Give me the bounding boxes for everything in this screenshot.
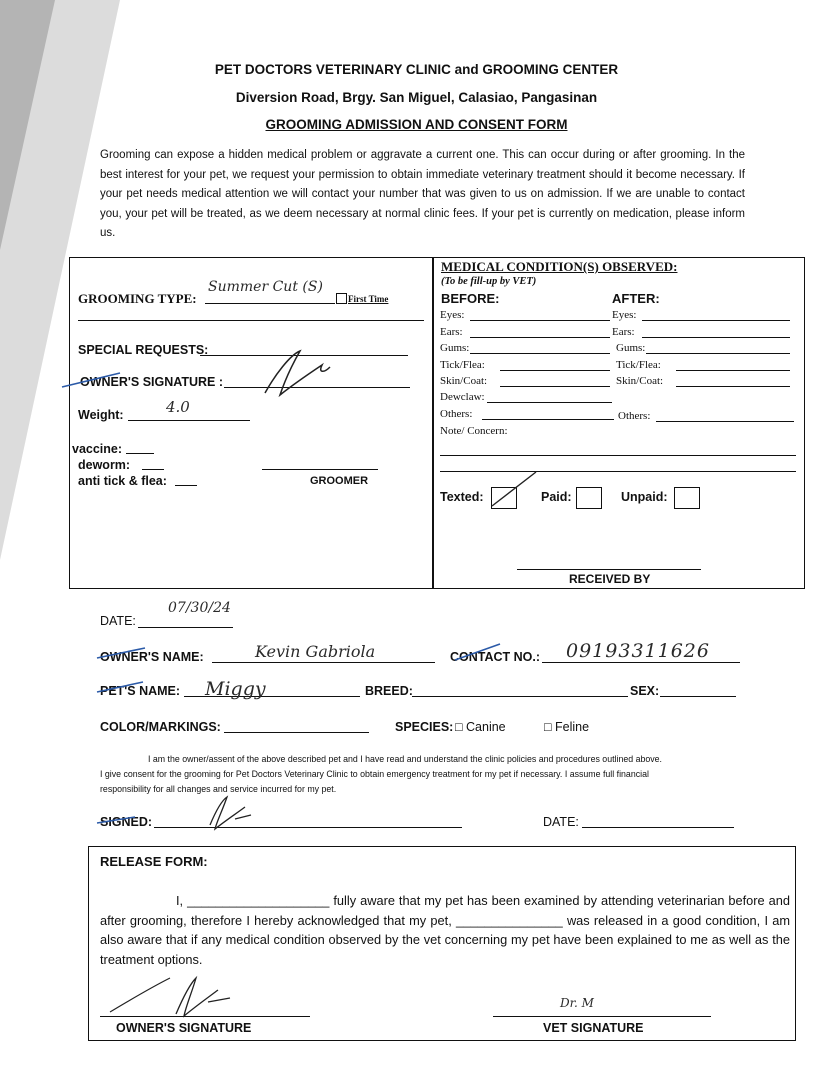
form-title: GROOMING ADMISSION AND CONSENT FORM [265,117,568,132]
consent-line-1: I am the owner/assent of the above described pet and I have read and understand the clinic policies and procedures outlined above. [148,754,662,764]
date-label: DATE: [100,614,136,628]
medical-title: MEDICAL CONDITION(S) OBSERVED: [441,259,678,274]
before-field-line[interactable] [470,337,610,338]
consent-line-3: responsibility for all changes and service incurred for my pet. [100,784,337,794]
contact-line [542,662,740,663]
species-label: SPECIES: [395,720,454,734]
after-field-line[interactable] [642,337,790,338]
owner-name-label: OWNER'S NAME: [100,650,204,664]
owner-sig-label: OWNER'S SIGNATURE [116,1021,252,1035]
clinic-address: Diversion Road, Brgy. San Miguel, Calasiao, Pangasinan [235,90,598,105]
table-divider [432,258,434,588]
release-owner-signature [100,972,280,1022]
grooming-type-line [205,303,335,304]
unpaid-checkbox[interactable] [674,487,700,509]
owner-name-value[interactable]: Kevin Gabriola [255,642,376,661]
contact-label: CONTACT NO.: [450,650,541,664]
after-field-line[interactable] [676,370,790,371]
before-field-line[interactable] [500,386,610,387]
before-field-label: Ears: [440,325,463,338]
others-before-label: Others: [440,408,473,420]
before-field-line[interactable] [470,353,610,354]
pet-name-label: PET'S NAME: [100,684,181,698]
after-field-label: Gums: [616,342,646,354]
dewclaw-label: Dewclaw: [440,391,485,403]
clinic-name: PET DOCTORS VETERINARY CLINIC and GROOMING CENTER [214,62,619,77]
before-field-line[interactable] [500,370,610,371]
before-field-label: Tick/Flea: [440,358,485,371]
anti-tick-line[interactable] [175,485,197,486]
consent-date-label: DATE: [543,815,579,829]
before-field-label: Eyes: [440,309,465,321]
note-line-1[interactable] [440,455,796,456]
received-by-label: RECEIVED BY [569,572,651,586]
others-before-line[interactable] [482,419,614,420]
color-markings-line[interactable] [224,732,369,733]
release-text: I, ____________________ fully aware that my pet has been examined by attending veterinarian before and after grooming, therefore I hereby acknowledged that my pet, _______________ was released in a good condition, I am also aware that if any medical condition observed by the vet concerning my pet have been explained to me as well as the treatment options. [100,893,790,967]
first-time-label: First Time [348,294,389,304]
deworm-label: deworm: [78,458,131,472]
paid-checkbox[interactable] [576,487,602,509]
grooming-type-label: GROOMING TYPE: [78,291,197,306]
color-markings-label: COLOR/MARKINGS: [100,720,221,734]
vaccine-line[interactable] [126,453,154,454]
after-label: AFTER: [612,291,660,306]
note-label: Note/ Concern: [440,425,508,437]
before-field-label: Skin/Coat: [440,375,488,387]
texted-checkmark [486,468,546,513]
unpaid-label: Unpaid: [621,490,668,504]
groomer-line [262,469,378,470]
consent-line-2: I give consent for the grooming for Pet Doctors Veterinary Clinic to obtain emergency treatment for my pet if necessary. I assume full financial [100,769,649,779]
before-field-line[interactable] [470,320,610,321]
consent-date-line[interactable] [582,827,734,828]
intro-paragraph: Grooming can expose a hidden medical problem or aggravate a current one. This can occur during or after grooming. In the best interest for your pet, we request your permission to obtain immediate veterinary treatment should it become necessary. If your pet needs medical attention we will contact your number that was given to us on admission. If we are unable to contact you, your pet will be treated, as we deem necessary at normal clinic fees. If your pet is currently on medication, please inform us. [100,149,745,239]
after-field-line[interactable] [676,386,790,387]
canine-option[interactable]: □ Canine [455,720,506,734]
owner-signature-scribble [60,345,340,405]
special-requests-label: SPECIAL REQUESTS: [78,343,209,357]
after-field-label: Skin/Coat: [616,375,664,387]
first-time-checkbox[interactable] [336,293,347,304]
texted-label: Texted: [440,490,484,504]
breed-line[interactable] [412,696,628,697]
grooming-type-value[interactable]: Summer Cut (S) [208,279,323,295]
before-label: BEFORE: [441,291,500,306]
owner-sig-line[interactable] [100,1016,310,1017]
paid-label: Paid: [541,490,572,504]
weight-line [128,420,250,421]
others-after-label: Others: [618,410,651,422]
groomer-label: GROOMER [310,475,369,487]
date-value[interactable]: 07/30/24 [168,600,231,616]
sex-line[interactable] [660,696,736,697]
after-field-label: Ears: [612,325,635,338]
owner-signature-label: OWNER'S SIGNATURE : [80,375,224,389]
breed-label: BREED: [365,684,413,698]
after-field-label: Tick/Flea: [616,358,661,371]
anti-tick-label: anti tick & flea: [78,474,167,488]
before-field-label: Gums: [440,342,470,354]
weight-value[interactable]: 4.0 [166,398,190,416]
contact-value[interactable]: 09193311626 [566,640,710,662]
pet-check-stroke [95,676,165,698]
signed-label: SIGNED: [100,815,153,829]
after-field-label: Eyes: [612,309,637,321]
others-after-line[interactable] [656,421,794,422]
after-field-line[interactable] [646,353,790,354]
sex-label: SEX: [630,684,660,698]
date-line [138,627,233,628]
grooming-extra-line [78,320,424,321]
checked-strokes [95,640,545,668]
vet-sig-label: VET SIGNATURE [543,1021,644,1035]
signed-scribble [95,793,275,833]
feline-option[interactable]: □ Feline [544,720,590,734]
dewclaw-line[interactable] [487,402,612,403]
weight-label: Weight: [78,408,124,422]
after-field-line[interactable] [642,320,790,321]
received-by-line [517,569,701,570]
vaccine-label: vaccine: [72,442,123,456]
deworm-line[interactable] [142,469,164,470]
release-title: RELEASE FORM: [100,854,208,869]
pet-name-value[interactable]: Miggy [205,678,266,700]
vet-sig-value: Dr. M [560,996,594,1010]
vet-sig-line[interactable] [493,1016,711,1017]
medical-subtitle: (To be fill-up by VET) [441,276,537,287]
